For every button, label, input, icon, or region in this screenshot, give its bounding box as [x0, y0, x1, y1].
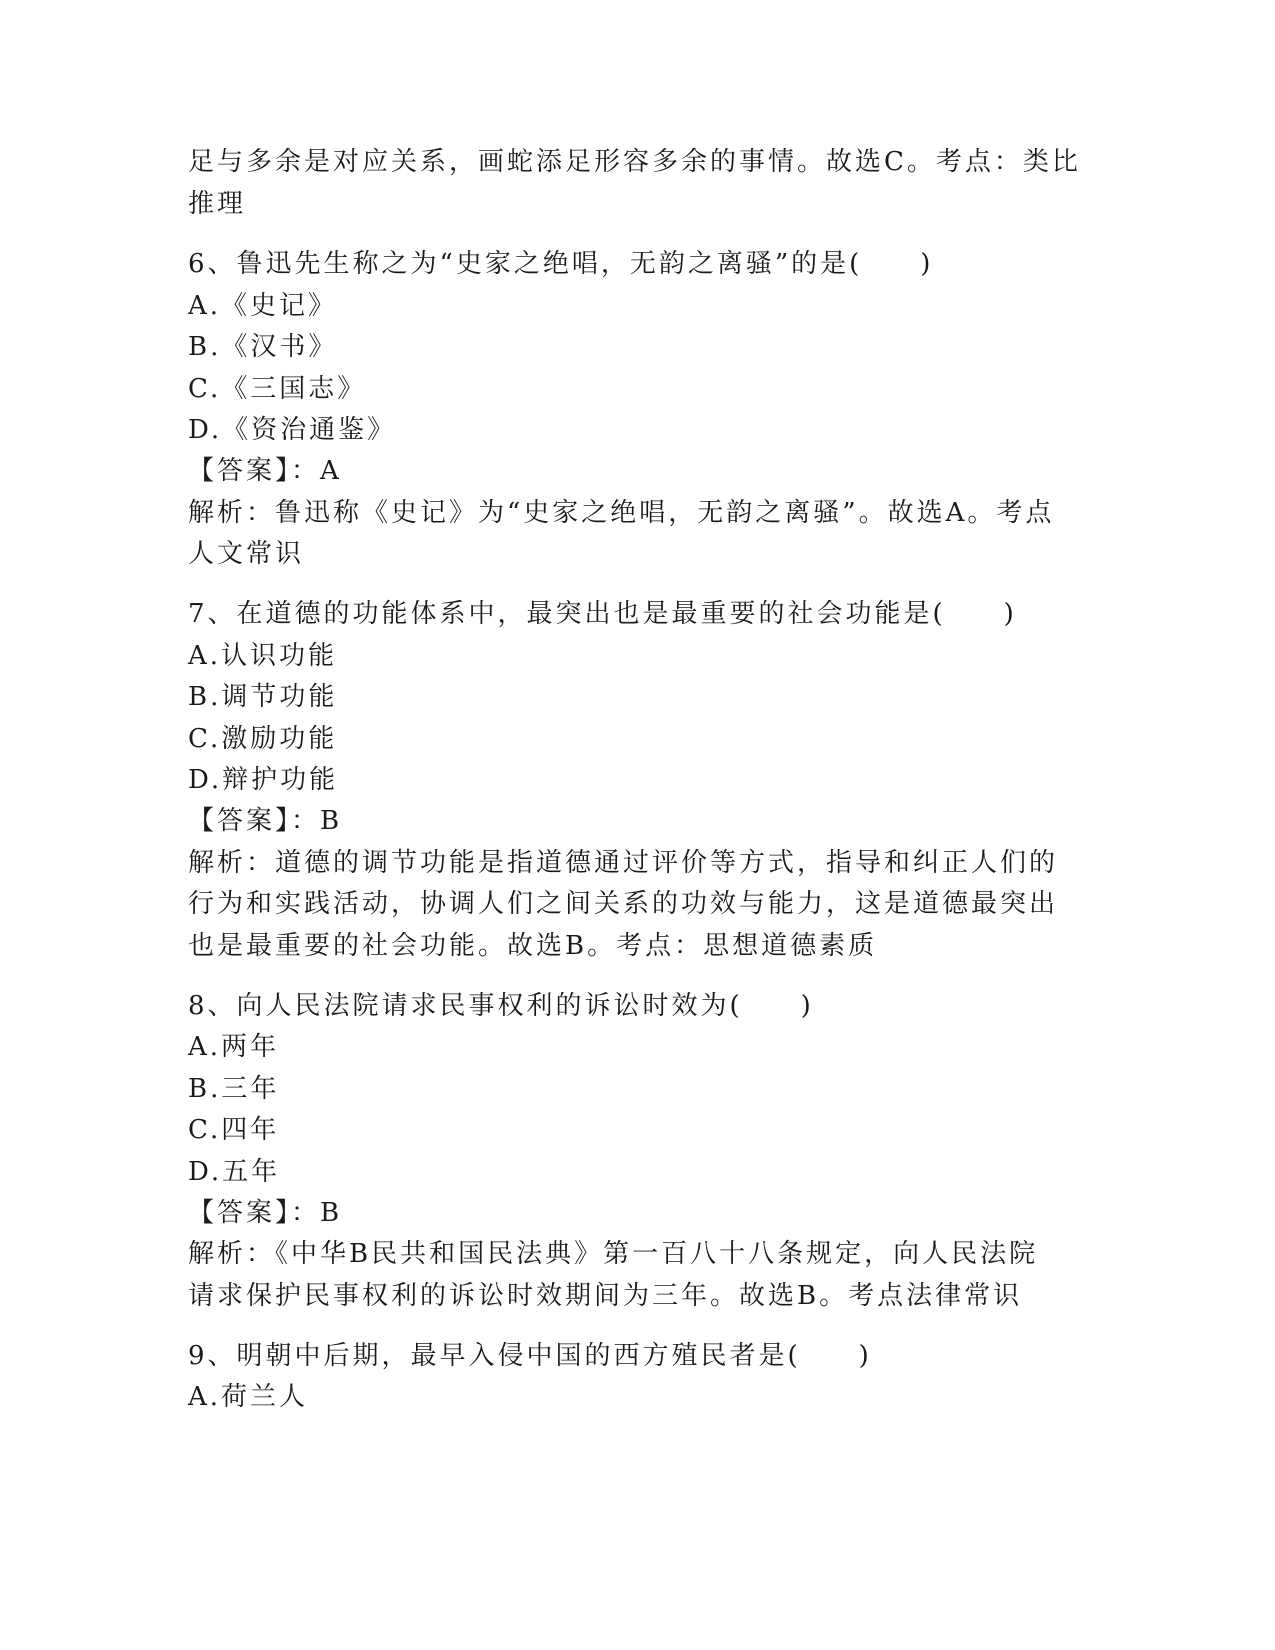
q6-answer: 【答案】：A	[188, 456, 342, 486]
q8-question: 8、向人民法院请求民事权利的诉讼时效为( )	[188, 991, 814, 1021]
q6-option-a: A.《史记》	[188, 291, 338, 321]
q6-option-c: C.《三国志》	[188, 374, 367, 404]
q9-option-a: A.荷兰人	[188, 1382, 309, 1412]
q7-option-d: D.辩护功能	[188, 765, 339, 795]
q6-option-b: B.《汉书》	[188, 332, 338, 362]
q8-analysis-line-1: 解析：《中华B民共和国民法典》第一百八十八条规定，向人民法院	[188, 1239, 1039, 1269]
q6-analysis-line-1: 解析：鲁迅称《史记》为“史家之绝唱，无韵之离骚”。故选A。考点	[188, 498, 1055, 528]
q8-option-c: C.四年	[188, 1115, 280, 1145]
q7-option-c: C.激励功能	[188, 724, 338, 754]
q6-option-d: D.《资治通鉴》	[188, 415, 397, 445]
q8-option-d: D.五年	[188, 1157, 281, 1187]
q7-analysis-line-3: 也是最重要的社会功能。故选B。考点：思想道德素质	[188, 931, 878, 961]
q6-question: 6、鲁迅先生称之为“史家之绝唱，无韵之离骚”的是( )	[188, 249, 934, 279]
q9-question: 9、明朝中后期，最早入侵中国的西方殖民者是( )	[188, 1341, 872, 1371]
q7-question: 7、在道德的功能体系中，最突出也是最重要的社会功能是( )	[188, 599, 1017, 629]
q7-option-b: B.调节功能	[188, 682, 338, 712]
q7-answer: 【答案】：B	[188, 806, 343, 836]
q8-analysis-line-2: 请求保护民事权利的诉讼时效期间为三年。故选B。考点法律常识	[188, 1281, 1023, 1311]
q8-option-b: B.三年	[188, 1074, 280, 1104]
q5-analysis-line-1: 足与多余是对应关系，画蛇添足形容多余的事情。故选C。考点：类比	[188, 147, 1081, 177]
q7-option-a: A.认识功能	[188, 641, 338, 671]
q6-analysis-line-2: 人文常识	[188, 539, 305, 569]
q7-analysis-line-2: 行为和实践活动，协调人们之间关系的功效与能力，这是道德最突出	[188, 889, 1059, 919]
q5-analysis-line-2: 推理	[188, 189, 247, 219]
q8-option-a: A.两年	[188, 1032, 280, 1062]
q7-analysis-line-1: 解析：道德的调节功能是指道德通过评价等方式，指导和纠正人们的	[188, 848, 1059, 878]
q8-answer: 【答案】：B	[188, 1198, 343, 1228]
